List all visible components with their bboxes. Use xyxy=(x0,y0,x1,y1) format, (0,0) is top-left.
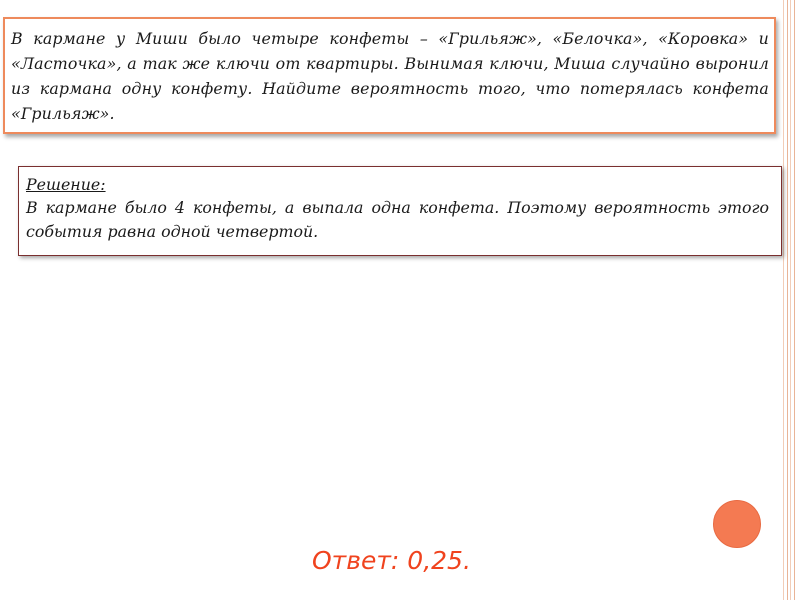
solution-text: В кармане было 4 конфеты, а выпала одна конфета. Поэтому вероятность этого события равна одной четвертой. xyxy=(26,198,769,241)
answer-text: Ответ: 0,25. xyxy=(312,546,471,575)
decorative-stripe xyxy=(783,0,784,600)
task-text: В кармане у Миши было четыре конфеты – «Грильяж», «Белочка», «Коровка» и «Ласточка», а так же ключи от квартиры. Вынимая ключи, Миша случайно выронил из кармана одну конфету. Найдите вероятность того, что потерялась конфета «Грильяж». xyxy=(11,29,769,123)
decorative-stripe xyxy=(794,0,795,600)
solution-title: Решение: xyxy=(26,175,106,194)
decorative-stripe xyxy=(787,0,788,600)
decorative-circle xyxy=(713,500,761,548)
solution-box xyxy=(18,166,782,256)
task-box xyxy=(3,17,776,134)
decorative-stripe xyxy=(790,0,791,600)
